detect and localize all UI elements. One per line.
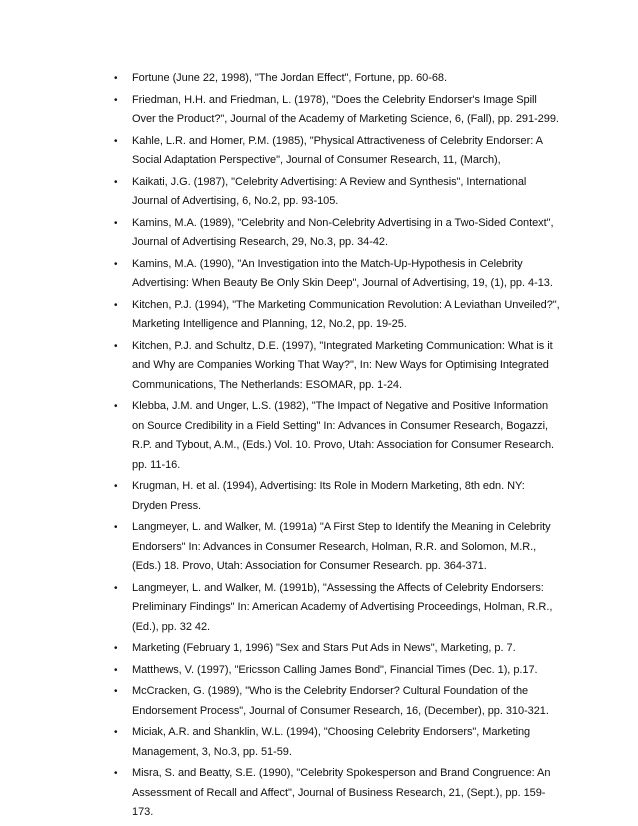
reference-item xyxy=(112,723,552,762)
bullet-icon: • xyxy=(114,258,118,270)
reference-text-line: Dryden Press. xyxy=(132,499,202,512)
reference-item xyxy=(112,91,559,130)
bullet-icon: • xyxy=(114,340,118,352)
reference-text-line: Krugman, H. et al. (1994), Advertising: Its Role in Modern Marketing, 8th edn. NY: xyxy=(132,480,525,492)
reference-text-line: Management, 3, No.3, pp. 51-59. xyxy=(132,745,292,758)
reference-text-line: Miciak, A.R. and Shanklin, W.L. (1994), "Choosing Celebrity Endorsers", Marketing xyxy=(132,726,531,738)
reference-text-line: 173. xyxy=(132,806,154,818)
reference-text-line: Kitchen, P.J. (1994), "The Marketing Communication Revolution: A Leviathan Unveiled?", xyxy=(132,298,560,311)
reference-item xyxy=(112,69,552,89)
reference-text-line: pp. 11-16. xyxy=(132,458,181,471)
bullet-icon: • xyxy=(114,176,118,188)
reference-item xyxy=(112,214,552,253)
reference-text-line: Marketing Intelligence and Planning, 12, No.2, pp. 19-25. xyxy=(132,318,407,330)
reference-item xyxy=(112,682,552,721)
reference-text-line: Fortune (June 22, 1998), "The Jordan Effect", Fortune, pp. 60-68. xyxy=(132,72,447,84)
reference-text-line: Assessment of Recall and Affect", Journal of Business Research, 21, (Sept.), pp. 159- xyxy=(132,786,546,799)
reference-text-line: Endorsers" In: Advances in Consumer Research, Holman, R.R. and Solomon, M.R., xyxy=(132,540,537,553)
reference-item xyxy=(112,255,552,294)
bullet-icon: • xyxy=(114,727,118,738)
reference-text-line: Friedman, H.H. and Friedman, L. (1978), "Does the Celebrity Endorser's Image Spill xyxy=(132,93,537,106)
reference-text-line: Journal of Advertising Research, 29, No.3, pp. 34-42. xyxy=(132,236,389,248)
bullet-icon: • xyxy=(114,686,118,697)
reference-text-line: Communications, The Netherlands: ESOMAR, pp. 1-24. xyxy=(132,378,402,391)
bullet-icon: • xyxy=(114,768,118,779)
reference-item xyxy=(112,296,560,335)
bullet-icon: • xyxy=(114,481,118,492)
reference-item xyxy=(112,397,555,475)
reference-text-line: Kaikati, J.G. (1987), "Celebrity Advertising: A Review and Synthesis", International xyxy=(132,175,527,188)
reference-text-line: Advertising: When Beauty Be Only Skin Deep", Journal of Advertising, 19, (1), pp. 4-13. xyxy=(132,277,553,289)
reference-item xyxy=(112,132,552,171)
reference-text-line: on Source Credibility in a Field Setting" In: Advances in Consumer Research, Bogazzi, xyxy=(132,419,549,432)
bullet-icon: • xyxy=(114,217,118,229)
bullet-icon: • xyxy=(114,582,118,594)
reference-list xyxy=(112,69,560,825)
reference-text-line: Kitchen, P.J. and Schultz, D.E. (1997), "Integrated Marketing Communication: What is it xyxy=(132,339,553,352)
reference-item xyxy=(112,477,552,516)
bullet-icon: • xyxy=(114,643,118,654)
bullet-icon: • xyxy=(114,401,118,412)
reference-text-line: Langmeyer, L. and Walker, M. (1991a) "A First Step to Identify the Meaning in Celebrity xyxy=(132,521,551,533)
reference-item xyxy=(112,579,552,638)
reference-text-line: (Eds.) 18. Provo, Utah: Association for Consumer Research. pp. 364-371. xyxy=(132,560,487,572)
reference-item xyxy=(112,764,552,823)
reference-text-line: Matthews, V. (1997), "Ericsson Calling James Bond", Financial Times (Dec. 1), p.17. xyxy=(132,663,538,676)
reference-text-line: McCracken, G. (1989), "Who is the Celebrity Endorser? Cultural Foundation of the xyxy=(132,685,529,697)
reference-text-line: Langmeyer, L. and Walker, M. (1991b), "Assessing the Affects of Celebrity Endorsers: xyxy=(132,581,544,594)
reference-text-line: and Why are Companies Working That Way?", In: New Ways for Optimising Integrated xyxy=(132,359,549,371)
reference-text-line: Klebba, J.M. and Unger, L.S. (1982), "The Impact of Negative and Positive Information xyxy=(132,400,549,412)
bullet-icon: • xyxy=(114,73,118,84)
reference-text-line: Journal of Advertising, 6, No.2, pp. 93-105. xyxy=(132,195,339,207)
reference-text-line: Marketing (February 1, 1996) "Sex and Stars Put Ads in News", Marketing, p. 7. xyxy=(132,642,516,654)
reference-item xyxy=(112,639,552,659)
reference-text-line: R.P. and Tybout, A.M., (Eds.) Vol. 10. Provo, Utah: Association for Consumer Research. xyxy=(132,439,555,451)
bullet-icon: • xyxy=(114,299,118,311)
reference-text-line: Kahle, L.R. and Homer, P.M. (1985), "Physical Attractiveness of Celebrity Endorser: A xyxy=(132,134,543,147)
reference-text-line: (Ed.), pp. 32 42. xyxy=(132,620,211,633)
reference-text-line: Over the Product?", Journal of the Academy of Marketing Science, 6, (Fall), pp. 291-299. xyxy=(132,113,559,125)
reference-text-line: Misra, S. and Beatty, S.E. (1990), "Celebrity Spokesperson and Brand Congruence: An xyxy=(132,767,551,779)
reference-text-line: Kamins, M.A. (1989), "Celebrity and Non-Celebrity Advertising in a Two-Sided Context", xyxy=(132,216,554,229)
bullet-icon: • xyxy=(114,522,118,533)
reference-item xyxy=(112,518,552,577)
reference-item xyxy=(112,337,552,396)
bullet-icon: • xyxy=(114,94,118,106)
reference-text-line: Preliminary Findings" In: American Academy of Advertising Proceedings, Holman, R.R., xyxy=(132,601,553,613)
reference-text-line: Endorsement Process", Journal of Consumer Research, 16, (December), pp. 310-321. xyxy=(132,704,549,717)
bullet-icon: • xyxy=(114,664,118,676)
reference-item xyxy=(112,173,552,212)
reference-item xyxy=(112,661,552,681)
reference-text-line: Kamins, M.A. (1990), "An Investigation into the Match-Up-Hypothesis in Celebrity xyxy=(132,257,523,270)
bullet-icon: • xyxy=(114,135,118,147)
reference-text-line: Social Adaptation Perspective", Journal of Consumer Research, 11, (March), xyxy=(132,154,501,166)
